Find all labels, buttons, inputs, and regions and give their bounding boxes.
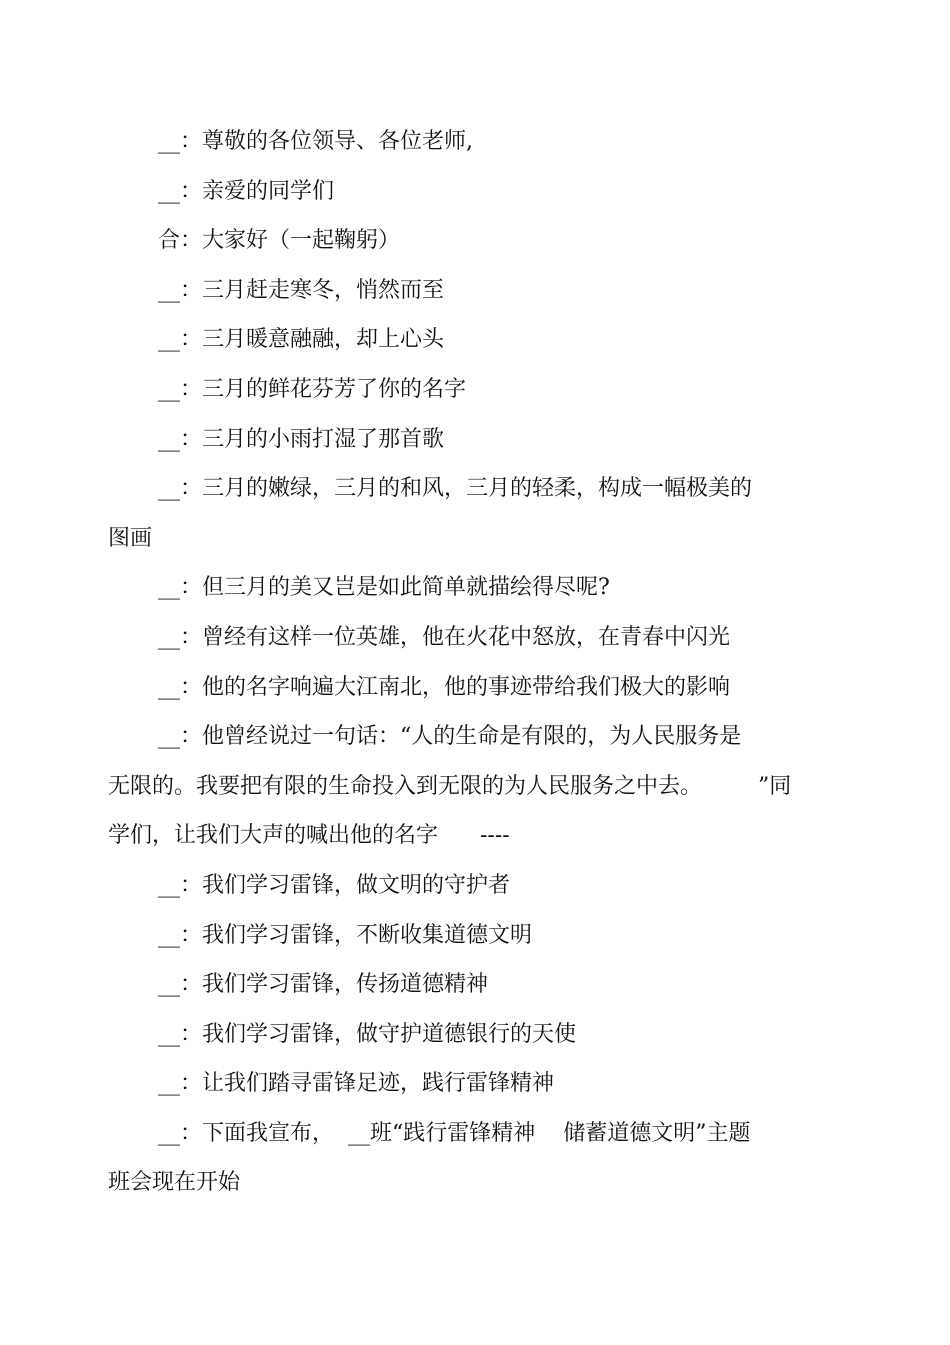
- document-body: [108, 117, 848, 1208]
- text-line-continuation: 班会现在开始: [108, 1170, 241, 1196]
- text-line-greeting-leaders: __：尊敬的各位领导、各位老师,: [158, 129, 473, 154]
- text-line-continuation: 学们，让我们大声的喊出他的名字 ----: [108, 823, 510, 849]
- text-line: __：三月的嫩绿，三月的和风，三月的轻柔，构成一幅极美的: [158, 476, 753, 502]
- text-line-quote-continuation: 无限的。我要把有限的生命投入到无限的为人民服务之中去。 ”同: [108, 773, 792, 799]
- text-line: __：我们学习雷锋，传扬道德精神: [158, 972, 489, 998]
- text-line-continuation: 图画: [108, 525, 153, 551]
- text-line: __：三月的鲜花芬芳了你的名字: [158, 376, 467, 402]
- text-line: __：曾经有这样一位英雄，他在火花中怒放，在青春中闪光: [158, 624, 731, 650]
- text-line: __：他的名字响遍大江南北，他的事迹带给我们极大的影响: [158, 674, 731, 700]
- text-line-announcement: __：下面我宣布， __班“践行雷锋精神 储蓄道德文明”主题: [158, 1120, 751, 1146]
- text-line-quote-start: __：他曾经说过一句话：“人的生命是有限的，为人民服务是: [158, 724, 742, 750]
- text-line: __：三月暖意融融，却上心头: [158, 327, 445, 353]
- text-line: __：但三月的美又岂是如此简单就描绘得尽呢?: [158, 575, 610, 601]
- text-line-greeting-all: 合：大家好（一起鞠躬）: [158, 228, 401, 254]
- text-line: __：我们学习雷锋，不断收集道德文明: [158, 922, 533, 948]
- text-line: __：我们学习雷锋，做文明的守护者: [158, 872, 511, 898]
- text-line: __：三月的小雨打湿了那首歌: [158, 426, 445, 452]
- text-line: __：我们学习雷锋，做守护道德银行的天使: [158, 1021, 577, 1047]
- text-line: __：让我们踏寻雷锋足迹，践行雷锋精神: [158, 1071, 555, 1097]
- text-line-greeting-classmates: __：亲爱的同学们: [158, 178, 335, 204]
- text-line: __：三月赶走寒冬，悄然而至: [158, 277, 445, 303]
